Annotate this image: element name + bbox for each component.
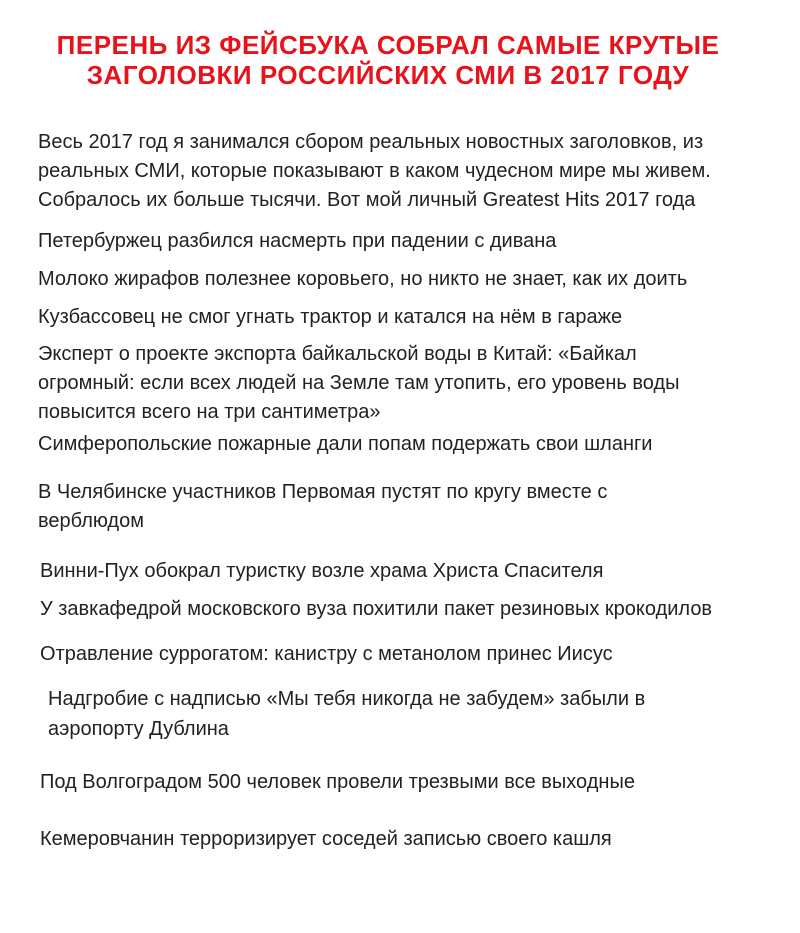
title-line-2: ЗАГОЛОВКИ РОССИЙСКИХ СМИ В 2017 ГОДУ <box>86 60 690 90</box>
headline-11: Под Волгоградом 500 человек провели трезвыми все выходные <box>40 771 635 793</box>
headline-12: Кемеровчанин терроризирует соседей записью своего кашля <box>40 828 612 850</box>
headline-4-line-2: огромный: если всех людей на Земле там утопить, его уровень воды <box>38 372 680 394</box>
headline-10-line-1: Надгробие с надписью «Мы тебя никогда не забудем» забыли в <box>48 688 646 710</box>
headline-4-line-3: повысится всего на три сантиметра» <box>38 401 381 423</box>
headline-3: Кузбассовец не смог угнать трактор и катался на нём в гараже <box>38 306 623 328</box>
headline-6-line-2: верблюдом <box>38 510 144 532</box>
page-title <box>0 30 800 90</box>
headline-8: У завкафедрой московского вуза похитили пакет резиновых крокодилов <box>40 598 713 620</box>
headline-10-line-2: аэропорту Дублина <box>48 718 229 740</box>
headline-9: Отравление суррогатом: канистру с метанолом принес Иисус <box>40 643 613 665</box>
headline-2: Молоко жирафов полезнее коровьего, но никто не знает, как их доить <box>38 268 688 290</box>
intro-line-2: реальных СМИ, которые показывают в каком чудесном мире мы живем. <box>38 160 711 182</box>
headline-6-line-1: В Челябинске участников Первомая пустят по кругу вместе с <box>38 481 608 503</box>
headline-4-line-1: Эксперт о проекте экспорта байкальской воды в Китай: «Байкал <box>38 343 637 365</box>
headline-7: Винни-Пух обокрал туристку возле храма Христа Спасителя <box>40 560 604 582</box>
headline-1: Петербуржец разбился насмерть при падении с дивана <box>38 230 557 252</box>
headline-5: Симферопольские пожарные дали попам подержать свои шланги <box>38 433 653 455</box>
intro-line-1: Весь 2017 год я занимался сбором реальных новостных заголовков, из <box>38 131 704 153</box>
intro-line-3: Собралось их больше тысячи. Вот мой личный Greatest Hits 2017 года <box>38 189 696 211</box>
title-line-1: ПЕРЕНЬ ИЗ ФЕЙСБУКА СОБРАЛ САМЫЕ КРУТЫЕ <box>56 30 720 60</box>
